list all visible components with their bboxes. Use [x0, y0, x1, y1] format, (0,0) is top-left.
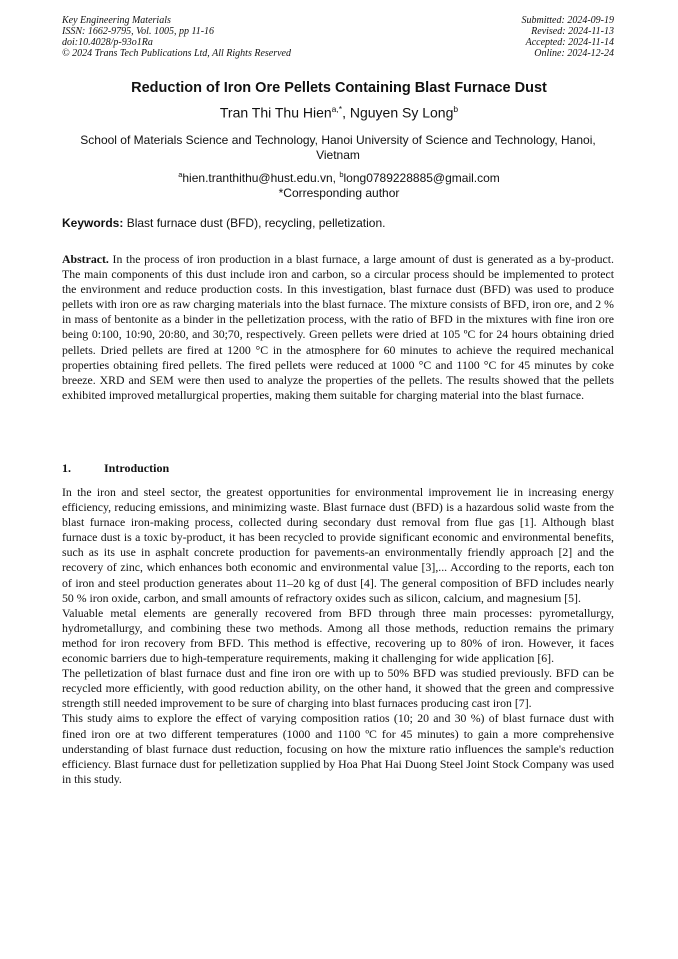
abstract — [62, 252, 614, 403]
author-1: Tran Thi Thu Hien — [219, 104, 332, 121]
intro-paragraph: Valuable metal elements are generally recovered from BFD through three main processes: pyrometallurgy, hydrometallurgy, and combining these two methods. Among all those methods, reduction remains the primary method for iron recovery from BFD. This method is effective, recovering up to 80% of iron. However, it faces economic barriers due to high-temperature requirements, making it challenging for wide application [6]. — [62, 605, 614, 666]
keywords-text: Blast furnace dust (BFD), recycling, pelletization. — [123, 216, 386, 230]
author-1-affil: a,* — [331, 104, 343, 114]
introduction-body — [62, 485, 614, 787]
author-2-affil: b — [453, 104, 459, 114]
intro-paragraph: The pelletization of blast furnace dust and fine iron ore with up to 50% BFD was studied previously. BFD can be recycled more efficiently, with good reduction ability, on the other hand, it showed that the green and compressive strength still needed improvement to be sure of charging into blast furnaces producing cast iron [7]. — [62, 666, 614, 711]
email-b-sup: b — [339, 170, 344, 179]
journal-copyright: © 2024 Trans Tech Publications Ltd, All Rights Reserved — [62, 48, 291, 59]
contact-block — [0, 167, 678, 201]
date-online: Online: 2024-12-24 — [534, 48, 614, 59]
journal-info — [62, 15, 291, 59]
intro-paragraph: In the iron and steel sector, the greatest opportunities for environmental improvement lie in increasing energy efficiency, reducing emissions, and minimizing waste. Blast furnace dust (BFD) is a hazardous solid waste from the blast furnace iron-making process, collected during secondary dust removal from flue gas [1]. Although blast furnace dust is a toxic by-product, it has been recycled to provide significant economic and environmental benefits, such as its use in asphalt concrete production for pavements-an environmentally friendly approach [2] and the recovery of zinc, which enhances both economic and environmental value [3],... According to the reports, each ton of iron and steel production generates about 11–20 kg of dust [4]. The general composition of BFD includes nearly 50 % iron oxide, carbon, and small amounts of refractory oxides such as silicon, calcium, and magnesium [5]. — [62, 485, 614, 605]
email-a-sup: a — [178, 170, 183, 179]
section-number: 1. — [62, 461, 71, 475]
keywords — [62, 216, 385, 230]
paper-title: Reduction of Iron Ore Pellets Containing Blast Furnace Dust — [131, 80, 547, 96]
date-revised: Revised: 2024-11-13 — [531, 26, 614, 37]
submission-dates — [522, 15, 615, 59]
corresponding-author-note: *Corresponding author — [278, 186, 400, 200]
abstract-text: In the process of iron production in a blast furnace, a large amount of dust is generated as a by-product. The main components of this dust include iron and carbon, so a circular process should be implemented to protect the environment and reduce production costs. In this investigation, blast furnace dust (BFD) was used to produce pellets with iron ore as raw charging materials into the blast furnace. The mixture consists of BFD, iron ore, and 2 % in mass of bentonite as a binder in the pelletization process, with the ratio of BFD in the mixtures with fine iron ore being 0:100, 10:90, 20:80, and 30;70, respectively. Green pellets were dried at 105 ºC for 24 hours obtaining dried pellets. Dried pellets are fired at 1200 °C in the atmosphere for 60 minutes to achieve the required mechanical properties obtaining fired pellets. The fired pellets were reduced at 1000 °C and 1100 °C for 45 minutes by coke breeze. XRD and SEM were then used to analyze the properties of the pellets. The results showed that the pellets exhibited improved metallurgical properties, making them suitable for charging material into the blast furnace. — [62, 252, 614, 402]
affiliation: School of Materials Science and Technology, Hanoi University of Science and Technology, Hanoi, Vietnam — [80, 133, 596, 162]
section-title: Introduction — [104, 461, 170, 475]
author-list — [0, 104, 678, 121]
email-b: long0789228885@gmail.com — [343, 171, 500, 185]
date-accepted: Accepted: 2024-11-14 — [525, 37, 614, 48]
email-line — [0, 167, 678, 186]
journal-issn: ISSN: 1662-9795, Vol. 1005, pp 11-16 — [62, 26, 215, 37]
date-submitted: Submitted: 2024-09-19 — [521, 15, 614, 26]
author-2: Nguyen Sy Long — [349, 104, 454, 121]
section-heading-introduction — [62, 461, 169, 476]
journal-name: Key Engineering Materials — [62, 15, 171, 26]
abstract-label: Abstract. — [62, 252, 109, 266]
author-separator: , — [342, 104, 350, 121]
keywords-label: Keywords: — [62, 216, 124, 230]
journal-doi: doi:10.4028/p-93o1Ra — [62, 37, 153, 48]
email-a: hien.tranthithu@hust.edu.vn, — [182, 171, 340, 185]
intro-paragraph: This study aims to explore the effect of varying composition ratios (10; 20 and 30 %) of blast furnace dust with fined iron ore at two different temperatures (1000 and 1100 ºC for 45 minutes) to gain a more comprehensive understanding of blast furnace dust reduction, focusing on how the mixture ratio influences the sample's reduction efficiency. Blast furnace dust for pelletization supplied by Hoa Phat Hai Duong Steel Joint Stock Company was used in this study. — [62, 711, 614, 786]
